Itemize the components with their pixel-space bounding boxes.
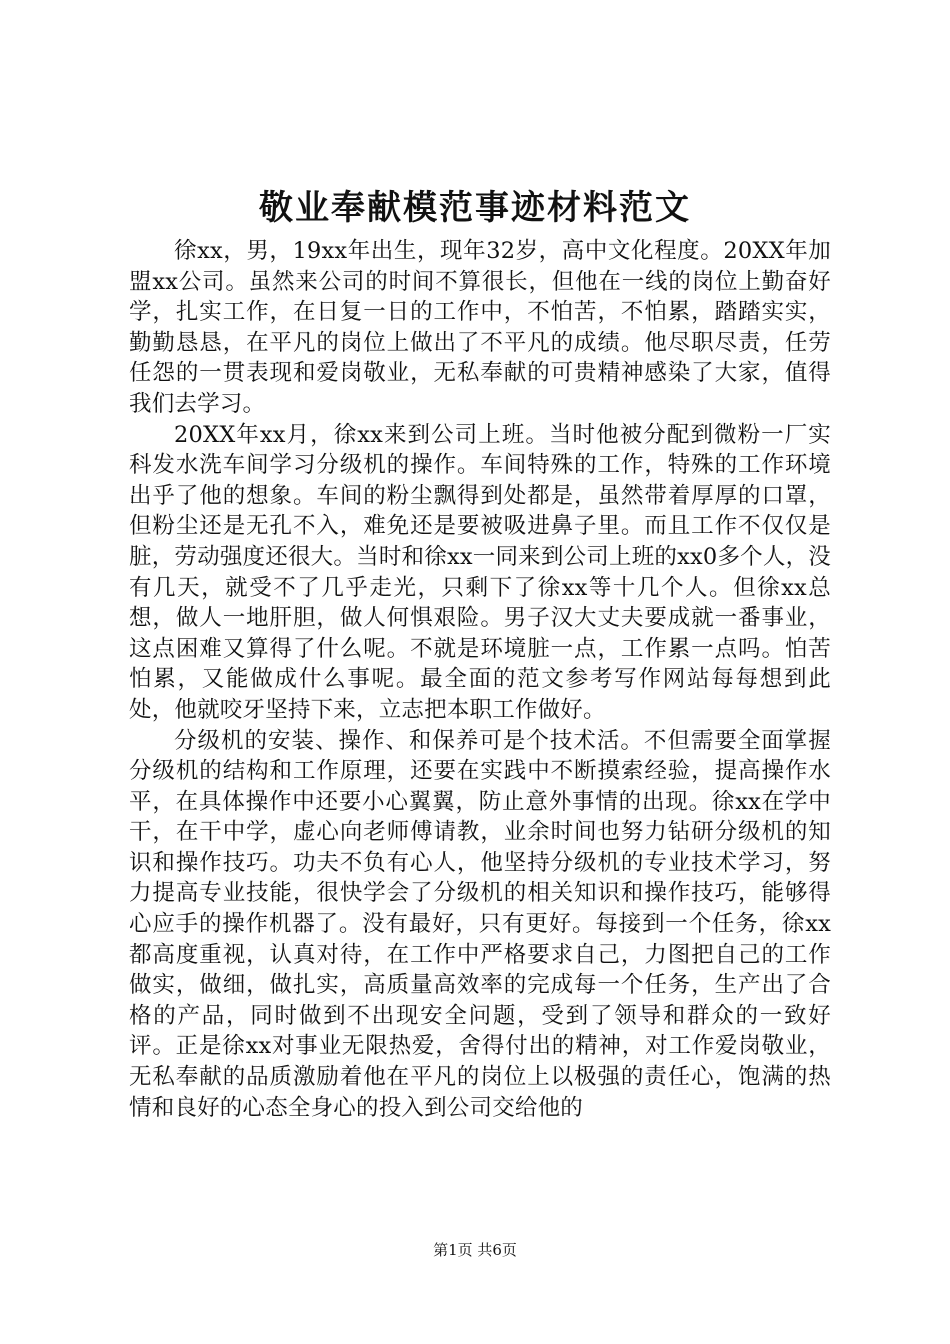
document-body — [129, 236, 831, 1123]
paragraph-1: 徐xx，男，19xx年出生，现年32岁，高中文化程度。20XX年加盟xx公司。虽然来公司的时间不算很长，但他在一线的岗位上勤奋好学，扎实工作，在日复一日的工作中，不怕苦，不怕累，踏踏实实，勤勤恳恳，在平凡的岗位上做出了不平凡的成绩。他尽职尽责，任劳任怨的一贯表现和爱岗敬业，无私奉献的可贵精神感染了大家，值得我们去学习。 — [129, 238, 831, 417]
document-title: 敬业奉献模范事迹材料范文 — [259, 188, 691, 228]
paragraph-2: 20XX年xx月，徐xx来到公司上班。当时他被分配到微粉一厂实科发水洗车间学习分级机的操作。车间特殊的工作，特殊的工作环境出乎了他的想象。车间的粉尘飘得到处都是，虽然带着厚厚的口罩，但粉尘还是无孔不入，难免还是要被吸进鼻子里。而且工作不仅仅是脏，劳动强度还很大。当时和徐xx一同来到公司上班的xx0多个人，没有几天，就受不了几乎走光，只剩下了徐xx等十几个人。但徐xx总想，做人一地肝胆，做人何惧艰险。男子汉大丈夫要成就一番事业，这点困难又算得了什么呢。不就是环境脏一点，工作累一点吗。怕苦怕累，又能做成什么事呢。最全面的范文参考写作网站每每想到此处，他就咬牙坚持下来，立志把本职工作做好。 — [129, 421, 831, 723]
page-footer: 第1页 共6页 — [433, 1241, 517, 1259]
paragraph-3: 分级机的安装、操作、和保养可是个技术活。不但需要全面掌握分级机的结构和工作原理，还要在实践中不断摸索经验，提高操作水平，在具体操作中还要小心翼翼，防止意外事情的出现。徐xx在学中干，在干中学，虚心向老师傅请教，业余时间也努力钻研分级机的知识和操作技巧。功夫不负有心人，他坚持分级机的专业技术学习，努力提高专业技能，很快学会了分级机的相关知识和操作技巧，能够得心应手的操作机器了。没有最好，只有更好。每接到一个任务，徐xx都高度重视，认真对待，在工作中严格要求自己，力图把自己的工作做实，做细，做扎实，高质量高效率的完成每一个任务，生产出了合格的产品，同时做到不出现安全问题，受到了领导和群众的一致好评。正是徐xx对事业无限热爱，舍得付出的精神，对工作爱岗敬业，无私奉献的品质激励着他在平凡的岗位上以极强的责任心，饱满的热情和良好的心态全身心的投入到公司交给他的 — [129, 727, 831, 1121]
